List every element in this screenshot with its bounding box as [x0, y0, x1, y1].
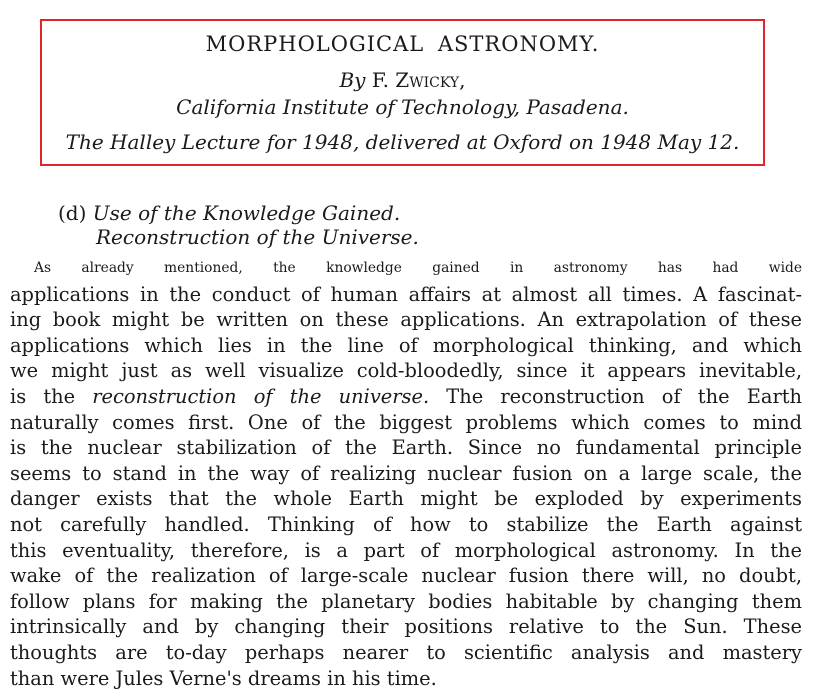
paragraph-line: wake of the realization of large-scale nuclear fusion there will, no doubt,	[10, 564, 802, 588]
line-text: The reconstruction of the Earth	[429, 384, 802, 408]
by-prefix: By	[339, 68, 366, 92]
paragraph-line: ing book might be written on these applications. An extrapolation of these	[10, 308, 802, 332]
emphasized-phrase: reconstruction of the universe.	[92, 384, 430, 408]
paragraph-line: we might just as well visualize cold-bloodedly, since it appears inevitable,	[10, 359, 802, 383]
paragraph-line: is the nuclear stabilization of the Earth. Since no fundamental principle	[10, 436, 802, 460]
section-title-line2: Reconstruction of the Universe.	[96, 225, 419, 249]
section-label: (d)	[58, 201, 87, 225]
paragraph-line: naturally comes first. One of the biggest problems which comes to mind	[10, 410, 802, 434]
author-name: F. Zwicky,	[371, 68, 466, 92]
author-affiliation: California Institute of Technology, Pasadena.	[176, 95, 629, 119]
paragraph-line: applications in the conduct of human affairs at almost all times. A fascinat-	[10, 282, 802, 306]
paragraph-line: than were Jules Verne's dreams in his time.	[10, 666, 437, 690]
paragraph-line: this eventuality, therefore, is a part of morphological astronomy. In the	[10, 538, 802, 562]
paragraph-line: intrinsically and by changing their positions relative to the Sun. These	[10, 615, 802, 639]
paragraph-line: not carefully handled. Thinking of how to stabilize the Earth against	[10, 512, 802, 536]
paragraph-line: danger exists that the whole Earth might be exploded by experiments	[10, 487, 802, 511]
lecture-note: The Halley Lecture for 1948, delivered at Oxford on 1948 May 12.	[65, 130, 740, 154]
paragraph-line: follow plans for making the planetary bodies habitable by changing them	[10, 589, 802, 613]
author-line	[42, 68, 763, 92]
paper-title: MORPHOLOGICAL ASTRONOMY.	[205, 32, 600, 56]
line-text: is the	[10, 384, 93, 408]
paragraph-line-emphasis	[10, 384, 802, 410]
title-block	[40, 19, 765, 166]
paragraph-line: thoughts are to-day perhaps nearer to scientific analysis and mastery	[10, 640, 802, 664]
paragraph-line: applications which lies in the line of morphological thinking, and which	[10, 333, 802, 357]
paragraph-line: seems to stand in the way of realizing nuclear fusion on a large scale, the	[10, 461, 802, 485]
body-paragraph	[10, 256, 802, 691]
section-heading	[58, 201, 419, 249]
section-title-line1: Use of the Knowledge Gained.	[92, 201, 401, 225]
paragraph-line: As already mentioned, the knowledge gained in astronomy has had wide	[34, 260, 802, 276]
